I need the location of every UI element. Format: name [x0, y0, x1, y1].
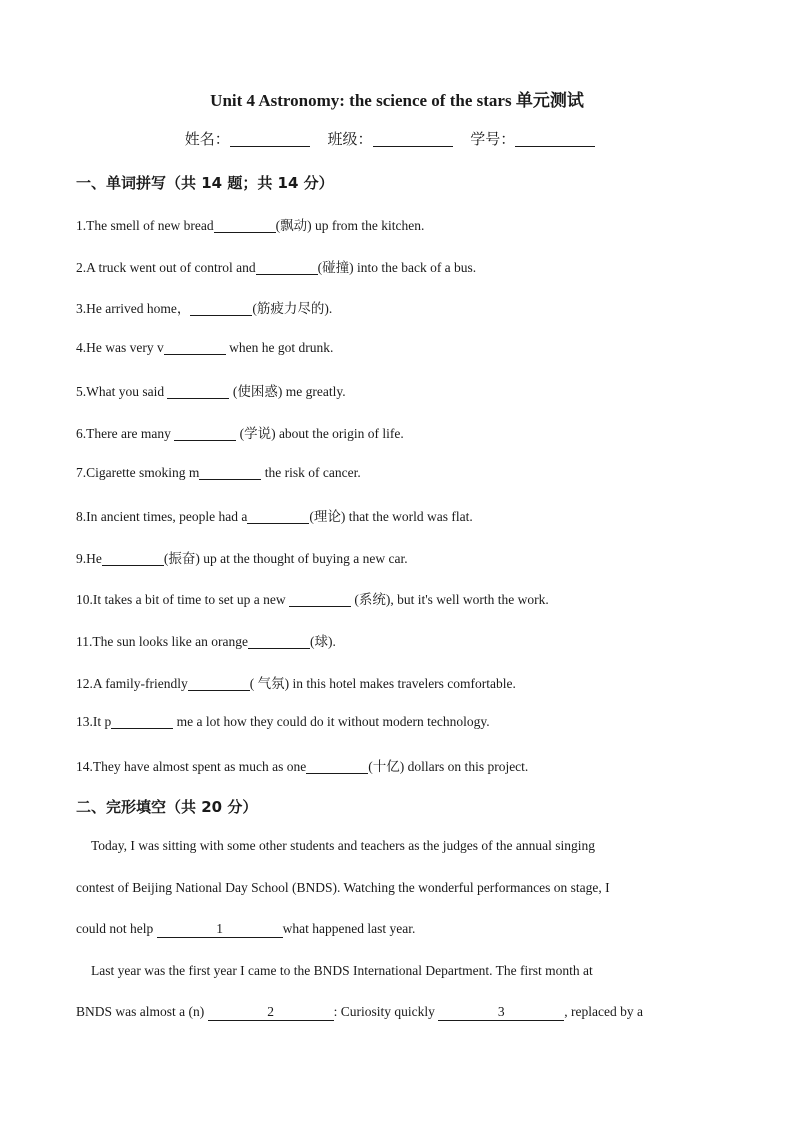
question-text: (球). — [309, 634, 336, 649]
question-9 — [76, 547, 408, 567]
question-text: 4.He was very v — [76, 340, 164, 355]
question-text: 12.A family-friendly — [76, 676, 188, 691]
question-text: 14.They have almost spent as much as one — [76, 759, 307, 774]
question-4 — [76, 339, 333, 356]
question-6 — [76, 422, 404, 442]
passage-line-2: contest of Beijing National Day School (BNDS). Watching the wonderful performances on stage, I — [76, 880, 610, 895]
question-text: 11.The sun looks like an orange — [76, 634, 248, 649]
answer-blank[interactable] — [289, 591, 351, 607]
question-11 — [76, 630, 336, 650]
cloze-blank-3[interactable]: 3 — [438, 1004, 564, 1021]
passage-text: , replaced by a — [564, 1004, 643, 1019]
student-info-row — [0, 128, 794, 149]
question-text: (飘动) up from the kitchen. — [275, 218, 425, 233]
section-heading-spelling: 一、单词拼写（共 14 题；共 14 分） — [76, 174, 334, 192]
question-text: (系统), but it's well worth the work. — [350, 592, 549, 607]
question-text: (理论) that the world was flat. — [309, 509, 473, 524]
question-3 — [76, 297, 332, 317]
question-text: ( 气氛) in this hotel makes travelers comfortable. — [249, 676, 516, 691]
question-text: (筋疲力尽的). — [252, 301, 333, 316]
answer-blank[interactable] — [102, 550, 164, 566]
name-blank[interactable] — [230, 131, 310, 147]
question-text: (十亿) dollars on this project. — [368, 759, 529, 774]
question-1 — [76, 214, 424, 234]
question-text: me a lot how they could do it without modern technology. — [173, 714, 490, 729]
question-2 — [76, 256, 476, 276]
question-text: (碰撞) into the back of a bus. — [317, 260, 477, 275]
cloze-blank-2[interactable]: 2 — [208, 1004, 334, 1021]
passage-line-4: Last year was the first year I came to the BNDS International Department. The first month at — [91, 963, 593, 978]
question-text: 1.The smell of new bread — [76, 218, 214, 233]
question-text: (振奋) up at the thought of buying a new car. — [163, 551, 408, 566]
answer-blank[interactable] — [214, 217, 276, 233]
question-5 — [76, 380, 346, 400]
page-title: Unit 4 Astronomy: the science of the stars 单元测试 — [210, 91, 584, 110]
question-text: 3.He arrived home， — [76, 301, 191, 316]
answer-blank[interactable] — [111, 713, 173, 729]
question-text: 7.Cigarette smoking m — [76, 465, 200, 480]
answer-blank[interactable] — [199, 464, 261, 480]
question-text: 5.What you said — [76, 384, 168, 399]
question-12 — [76, 672, 516, 692]
name-label: 姓名： — [184, 132, 230, 148]
question-text: 8.In ancient times, people had a — [76, 509, 248, 524]
class-blank[interactable] — [373, 131, 453, 147]
question-text: 13.It p — [76, 714, 112, 729]
passage-text: BNDS was almost a (n) — [76, 1004, 208, 1019]
answer-blank[interactable] — [306, 758, 368, 774]
answer-blank[interactable] — [190, 300, 252, 316]
answer-blank[interactable] — [247, 508, 309, 524]
passage-line-1: Today, I was sitting with some other students and teachers as the judges of the annual singing — [91, 838, 595, 853]
passage-line-3 — [76, 921, 716, 938]
question-text: the risk of cancer. — [261, 465, 361, 480]
number-blank[interactable] — [515, 131, 595, 147]
cloze-blank-1[interactable]: 1 — [157, 921, 283, 938]
passage-line-5 — [76, 1004, 716, 1021]
answer-blank[interactable] — [188, 675, 250, 691]
answer-blank[interactable] — [164, 339, 226, 355]
question-text: (学说) about the origin of life. — [236, 426, 404, 441]
passage-text: : Curiosity quickly — [333, 1004, 439, 1019]
question-7 — [76, 464, 361, 481]
question-13 — [76, 713, 490, 730]
answer-blank[interactable] — [174, 425, 236, 441]
answer-blank[interactable] — [248, 633, 310, 649]
question-text: 6.There are many — [76, 426, 175, 441]
passage-text: could not help — [76, 921, 157, 936]
class-label: 班级： — [327, 132, 373, 148]
section-heading-cloze: 二、完形填空（共 20 分） — [76, 798, 258, 816]
question-text: 10.It takes a bit of time to set up a new — [76, 592, 289, 607]
question-text: (使困惑) me greatly. — [229, 384, 346, 399]
answer-blank[interactable] — [256, 259, 318, 275]
question-text: when he got drunk. — [225, 340, 334, 355]
passage-text: what happened last year. — [282, 921, 416, 936]
question-text: 2.A truck went out of control and — [76, 260, 256, 275]
question-10 — [76, 588, 549, 608]
question-8 — [76, 505, 473, 525]
question-text: 9.He — [76, 551, 102, 566]
answer-blank[interactable] — [167, 383, 229, 399]
number-label: 学号： — [470, 132, 516, 148]
question-14 — [76, 755, 528, 775]
